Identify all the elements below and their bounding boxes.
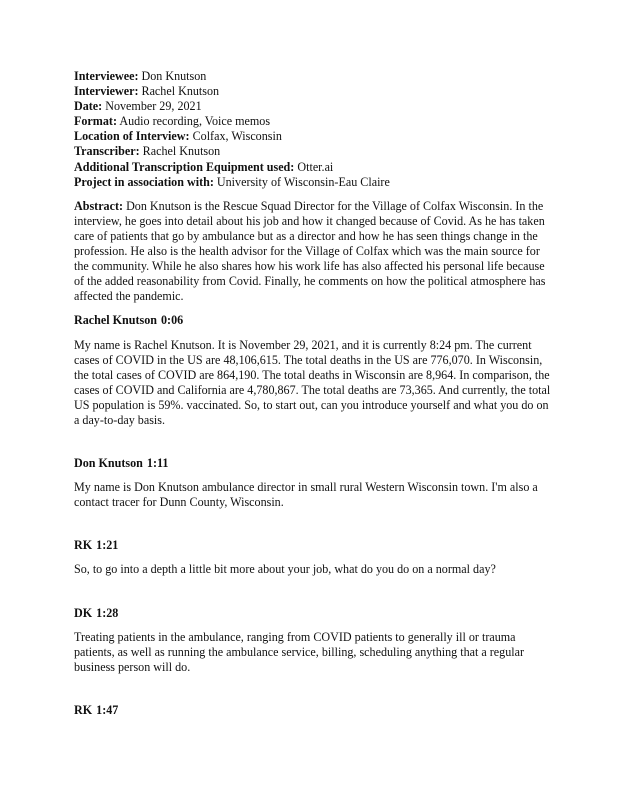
utterance-text: So, to go into a depth a little bit more about your job, what do you do on a normal day?	[74, 562, 496, 577]
speaker-heading: Rachel Knutson 0:06	[74, 313, 184, 328]
metadata-block	[74, 69, 554, 190]
abstract-text: Don Knutson is the Rescue Squad Director for the Village of Colfax Wisconsin. In the interview, he goes into detail about his job and how it changed because of Covid. As he has taken care of patients that go by ambulance but as a director and how he has seen things change in the profession. He also is the health advisor for the Village of Colfax which was the main source for the community. While he also shares how his work life has also affected his personal life because of the added reasonability from Covid. Finally, he comments on how the political atmosphere has affected the pandemic.	[74, 198, 546, 304]
abstract-paragraph	[74, 199, 554, 305]
meta-date: Date: November 29, 2021	[74, 99, 202, 114]
speaker-heading: RK 1:47	[74, 702, 119, 717]
meta-interviewee: Interviewee: Don Knutson	[74, 69, 207, 83]
meta-location: Location of Interview: Colfax, Wisconsin	[74, 129, 282, 144]
speaker-heading: RK 1:21	[74, 538, 119, 553]
abstract-label: Abstract:	[74, 198, 124, 213]
document-page	[74, 69, 554, 718]
speaker-heading: Don Knutson 1:11	[74, 456, 169, 471]
utterance-text: Treating patients in the ambulance, ranging from COVID patients to generally ill or trauma patients, as well as running the ambulance service, billing, scheduling anything that a regular business person will do.	[74, 629, 525, 674]
meta-equipment: Additional Transcription Equipment used: Otter.ai	[74, 159, 334, 174]
meta-interviewer: Interviewer: Rachel Knutson	[74, 84, 220, 99]
meta-format: Format: Audio recording, Voice memos	[74, 114, 271, 129]
meta-project: Project in association with: University of Wisconsin-Eau Claire	[74, 174, 390, 189]
utterance-text: My name is Rachel Knutson. It is November 29, 2021, and it is currently 8:24 pm. The current cases of COVID in the US are 48,106,615. The total deaths in the US are 776,070. In Wisconsin, the total cases of COVID are 864,190. The total deaths in Wisconsin are 8,964. In comparison, the cases of COVID and California are 4,780,867. The total deaths are 73,365. And currently, the total US population is 59%. vaccinated. So, to start out, can you introduce yourself and what you do on a day-to-day basis.	[74, 337, 551, 427]
utterance-text: My name is Don Knutson ambulance director in small rural Western Wisconsin town. I'm also a contact tracer for Dunn County, Wisconsin.	[74, 480, 538, 510]
meta-transcriber: Transcriber: Rachel Knutson	[74, 144, 221, 159]
speaker-heading: DK 1:28	[74, 605, 119, 620]
